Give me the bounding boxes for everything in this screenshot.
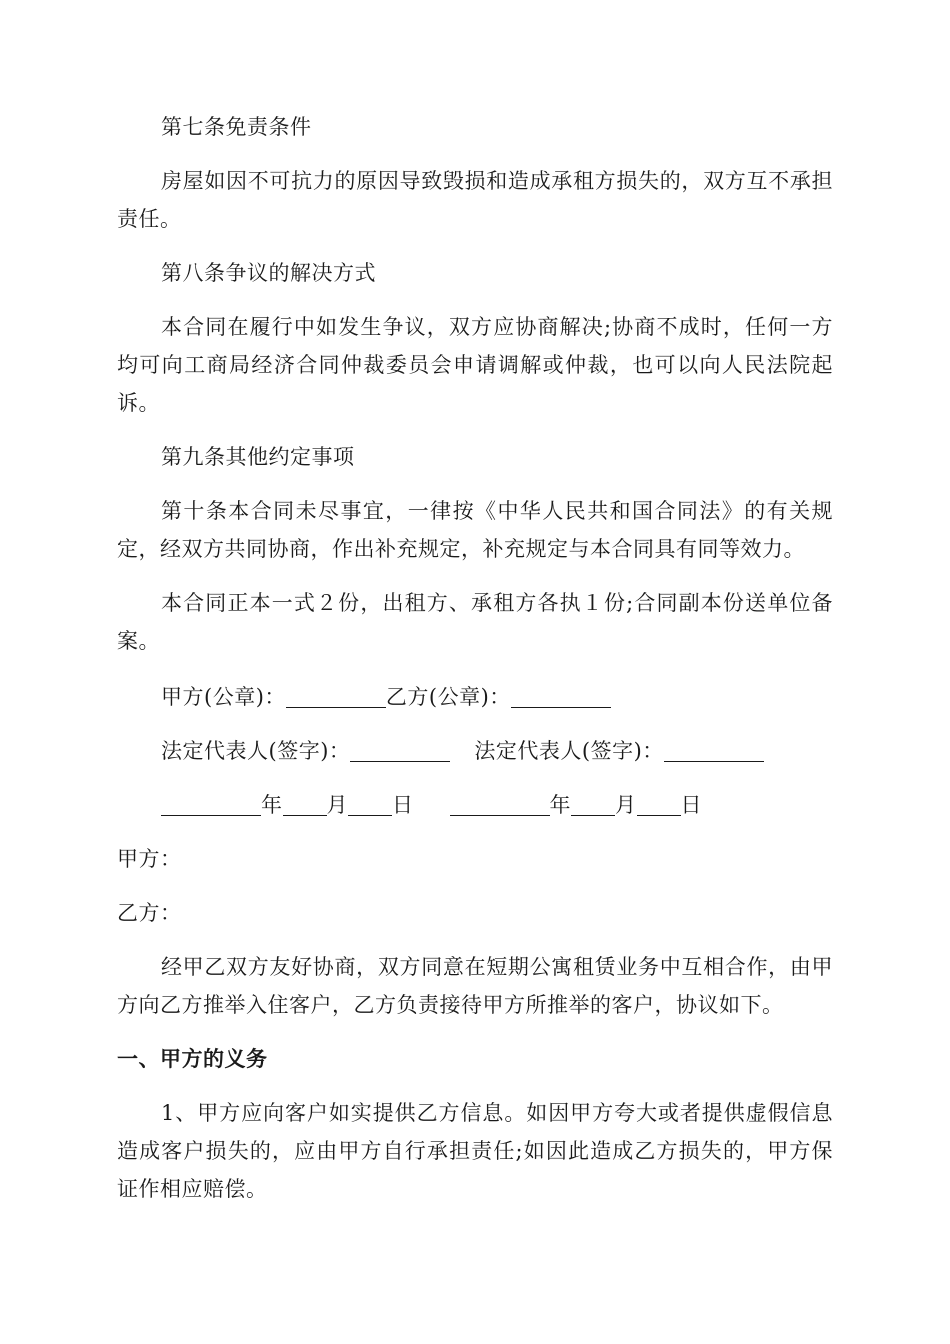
seal-row xyxy=(117,678,833,716)
article-7-body: 房屋如因不可抗力的原因导致毁损和造成承租方损失的，双方互不承担责任。 xyxy=(117,169,833,231)
party-b-seal-blank xyxy=(511,685,611,708)
party-b-label: 乙方： xyxy=(117,901,182,925)
date-a-year-blank xyxy=(161,793,261,816)
date-b-day-blank xyxy=(637,793,681,816)
date-a-day-blank xyxy=(348,793,392,816)
article-8-title: 第八条争议的解决方式 xyxy=(161,261,376,285)
party-a-seal-blank xyxy=(286,685,386,708)
representative-row xyxy=(117,732,833,770)
date-a-month-label: 月 xyxy=(326,793,348,817)
document-page xyxy=(117,108,833,1208)
article-9-title: 第九条其他约定事项 xyxy=(161,445,355,469)
date-b-year-blank xyxy=(450,793,550,816)
section-1-heading: 一、甲方的义务 xyxy=(117,1047,268,1071)
agreement-intro: 经甲乙双方友好协商，双方同意在短期公寓租赁业务中互相合作，由甲方向乙方推举入住客户，乙方负责接待甲方所推举的客户，协议如下。 xyxy=(117,955,833,1017)
date-b-month-blank xyxy=(571,793,615,816)
date-row xyxy=(117,786,833,824)
section-1-item-1: 1、甲方应向客户如实提供乙方信息。如因甲方夸大或者提供虚假信息造成客户损失的，应由甲方自行承担责任;如因此造成乙方损失的，甲方保证作相应赔偿。 xyxy=(117,1101,833,1201)
date-a-day-label: 日 xyxy=(392,793,414,817)
article-8-body: 本合同在履行中如发生争议，双方应协商解决;协商不成时，任何一方均可向工商局经济合同仲裁委员会申请调解或仲裁，也可以向人民法院起诉。 xyxy=(117,315,833,415)
article-7-title: 第七条免责条件 xyxy=(161,115,312,139)
rep-b-blank xyxy=(664,739,764,762)
rep-b-label: 法定代表人(签字)： xyxy=(474,739,664,763)
copies-clause: 本合同正本一式２份，出租方、承租方各执１份;合同副本份送单位备案。 xyxy=(117,591,833,653)
date-b-day-label: 日 xyxy=(680,793,702,817)
rep-a-blank xyxy=(350,739,450,762)
date-a-month-blank xyxy=(283,793,327,816)
party-a-label: 甲方： xyxy=(117,847,182,871)
party-a-seal-label: 甲方(公章)： xyxy=(161,685,286,709)
article-10-body: 第十条本合同未尽事宜，一律按《中华人民共和国合同法》的有关规定，经双方共同协商，作出补充规定，补充规定与本合同具有同等效力。 xyxy=(117,499,833,561)
rep-a-label: 法定代表人(签字)： xyxy=(161,739,351,763)
party-b-seal-label: 乙方(公章)： xyxy=(385,685,511,709)
date-a-year-label: 年 xyxy=(261,793,283,817)
date-b-year-label: 年 xyxy=(549,793,571,817)
date-b-month-label: 月 xyxy=(615,793,637,817)
